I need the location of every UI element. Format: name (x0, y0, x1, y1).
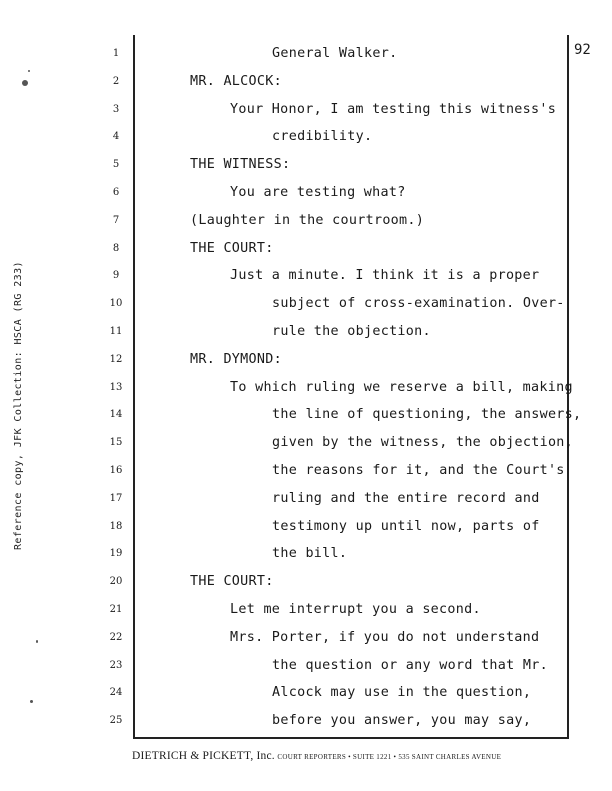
line-number: 7 (112, 214, 120, 226)
transcript-line (0, 183, 612, 207)
line-text: You are testing what? (230, 185, 406, 200)
transcript-line (0, 600, 612, 624)
transcript-line (0, 378, 612, 402)
line-text: MR. ALCOCK: (190, 73, 282, 89)
transcript-line (0, 656, 612, 680)
line-text: MR. DYMOND: (190, 351, 282, 367)
line-number: 21 (109, 604, 123, 615)
line-text: THE COURT: (190, 574, 274, 590)
line-number: 5 (112, 159, 120, 171)
line-text: Your Honor, I am testing this witness's (230, 101, 557, 117)
line-text: given by the witness, the objection, (272, 435, 574, 451)
footer (132, 750, 592, 762)
line-number: 13 (109, 381, 123, 393)
line-number: 1 (112, 48, 120, 59)
scan-speck (28, 70, 30, 72)
line-text: the bill. (272, 546, 348, 562)
line-number: 16 (109, 465, 123, 476)
line-number: 24 (109, 687, 123, 699)
transcript-line (0, 517, 612, 541)
transcript-line (0, 211, 612, 235)
transcript-line (0, 322, 612, 346)
line-number: 15 (109, 437, 123, 449)
line-number: 8 (112, 242, 120, 254)
line-text: Mrs. Porter, if you do not understand (230, 629, 540, 645)
transcript-line (0, 405, 612, 429)
transcript-line (0, 266, 612, 290)
line-text: credibility. (272, 129, 373, 145)
line-text: the reasons for it, and the Court's (272, 463, 565, 478)
line-number: 4 (112, 131, 120, 143)
transcript-line (0, 572, 612, 596)
line-number: 14 (109, 409, 123, 421)
transcript-line (0, 628, 612, 652)
footer-firm-details: COURT REPORTERS • SUITE 1221 • 535 SAINT CHARLES AVENUE (277, 753, 502, 761)
line-number: 22 (109, 631, 123, 643)
line-text: (Laughter in the courtroom.) (190, 212, 425, 228)
line-number: 11 (109, 326, 123, 337)
line-number: 20 (109, 576, 123, 588)
scan-speck (22, 80, 28, 86)
line-number: 9 (112, 270, 120, 282)
line-number: 17 (109, 492, 123, 504)
transcript-line (0, 294, 612, 318)
transcript-line (0, 461, 612, 485)
transcript-line (0, 711, 612, 735)
page-number: 92 (574, 42, 591, 58)
line-number: 2 (112, 75, 120, 87)
footer-firm-name: DIETRICH & PICKETT, Inc. (132, 750, 275, 762)
line-text: Let me interrupt you a second. (230, 602, 481, 617)
scan-speck (36, 640, 38, 643)
line-text: subject of cross-examination. Over- (272, 296, 565, 312)
line-text: Alcock may use in the question, (272, 685, 532, 701)
transcript-line (0, 433, 612, 457)
line-number: 23 (109, 659, 123, 671)
line-text: Just a minute. I think it is a proper (230, 268, 540, 284)
line-text: testimony up until now, parts of (272, 518, 540, 534)
line-number: 25 (109, 715, 123, 727)
transcript-line (0, 683, 612, 707)
line-number: 10 (109, 298, 123, 310)
line-text: the question or any word that Mr. (272, 657, 548, 673)
transcript-line (0, 72, 612, 96)
line-text: THE COURT: (190, 240, 274, 256)
transcript-line (0, 239, 612, 263)
line-text: ruling and the entire record and (272, 490, 540, 506)
line-number: 18 (109, 520, 123, 532)
line-number: 6 (112, 187, 120, 198)
transcript-line (0, 44, 612, 68)
transcript-line (0, 489, 612, 513)
line-text: rule the objection. (272, 324, 431, 339)
line-text: General Walker. (272, 46, 398, 61)
line-number: 3 (112, 103, 120, 115)
scan-speck (30, 700, 33, 703)
line-text: before you answer, you may say, (272, 713, 532, 729)
transcript-line (0, 155, 612, 179)
transcript-line (0, 544, 612, 568)
line-text: THE WITNESS: (190, 157, 291, 173)
transcript-line (0, 350, 612, 374)
transcript-line (0, 127, 612, 151)
transcript-line (0, 100, 612, 124)
line-number: 19 (109, 548, 123, 560)
archive-reference-note: Reference copy, JFK Collection: HSCA (RG 233) (13, 261, 24, 550)
line-number: 12 (109, 353, 123, 365)
line-text: the line of questioning, the answers, (272, 407, 582, 423)
line-text: To which ruling we reserve a bill, making (230, 379, 573, 395)
